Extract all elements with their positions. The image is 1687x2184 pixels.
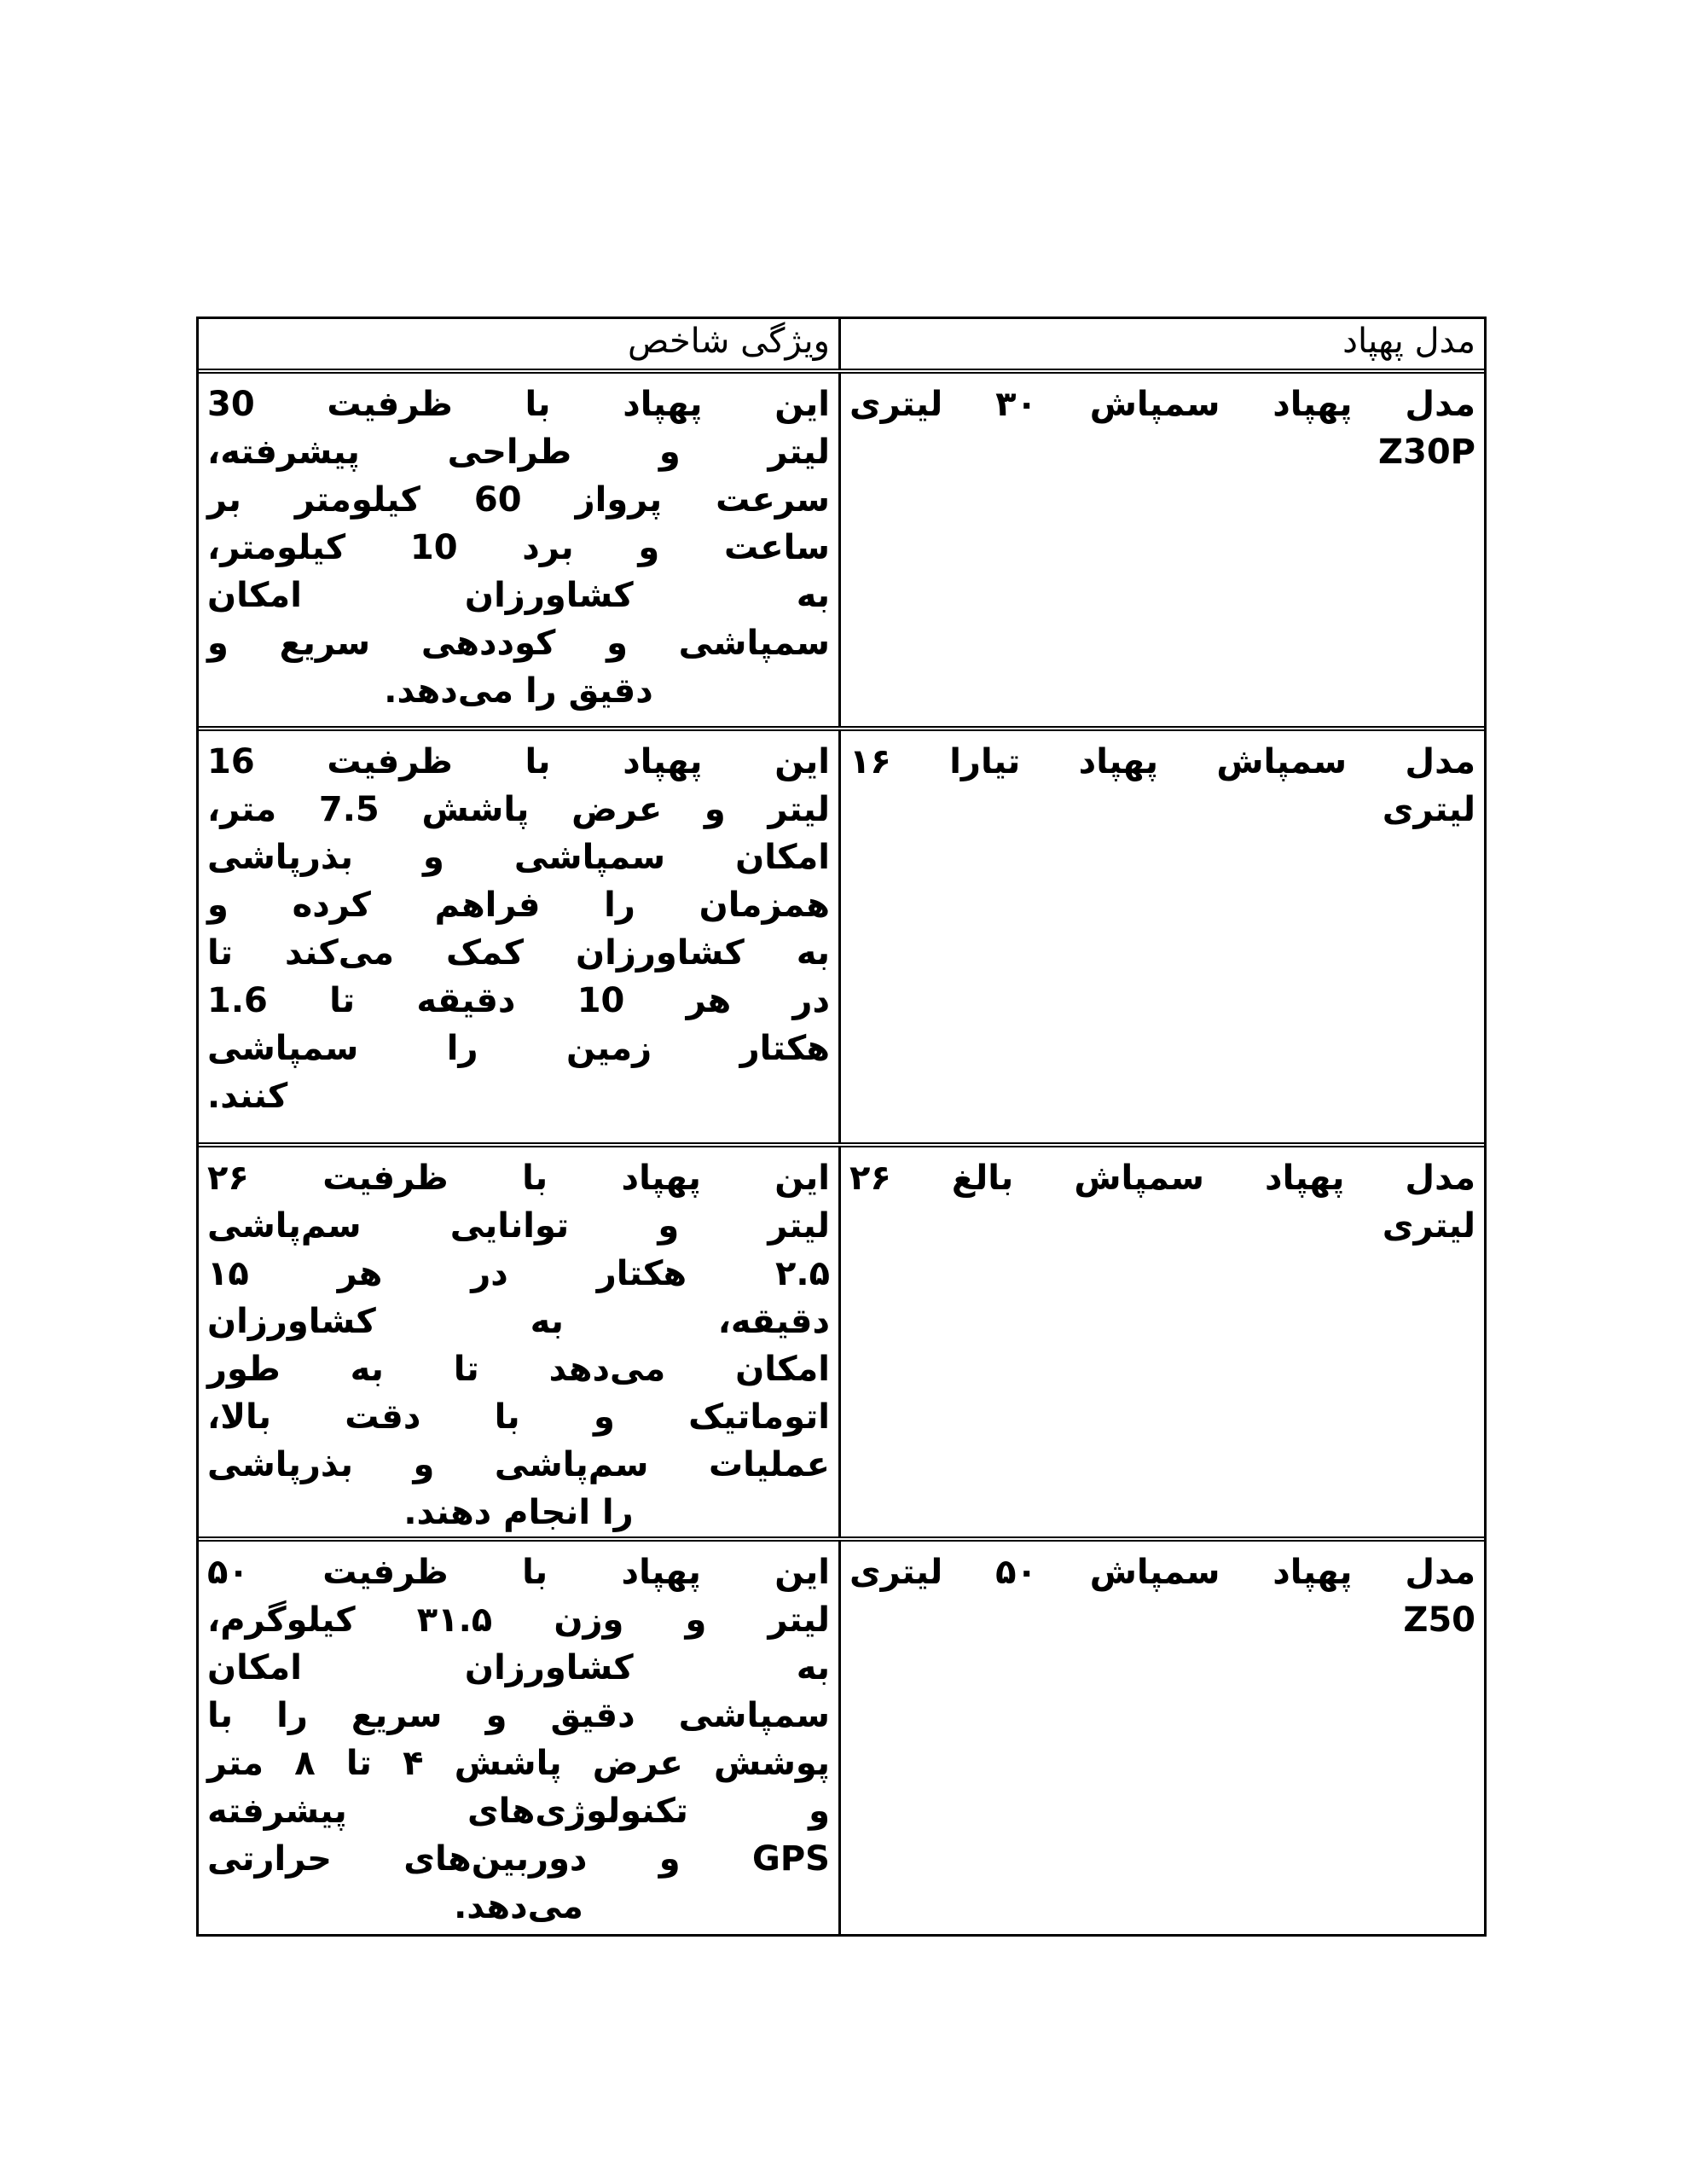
header-cell-model: مدل پهپاد [838, 319, 1484, 369]
feature-cell: این پهپاد با ظرفیت 16 لیتر و عرض پاشش 7.5 متر، امکان سمپاشی و بذرپاشی همزمان را فراهم کرده و به کشاورزان کمک می‌کند تا در هر 10 دقیقه تا 1.6 هکتار زمین را سمپاشی کنند. [207, 742, 830, 1116]
table-header-row [199, 319, 1484, 369]
table-row-z50 [199, 1536, 1484, 1934]
feature-cell: این پهپاد با ظرفیت 30 لیتر و طراحی پیشرفته، سرعت پرواز 60 کیلومتر بر ساعت و برد 10 کیلومتر، به کشاورزان امکان سمپاشی و کوددهی سریع و دقیق را می‌دهد. [207, 385, 831, 711]
header-cell-feature: ویژگی شاخص [627, 322, 830, 361]
feature-cell: این پهپاد با ظرفیت ۲۶ لیتر و توانایی سم‌پاشی ۲.۵ هکتار در هر ۱۵ دقیقه، به کشاورزان امکان می‌دهد تا به طور اتوماتیک و با دقت بالا، عملیات سم‌پاشی و بذرپاشی را انجام دهند. [207, 1159, 830, 1532]
table-row-baligh26 [199, 1142, 1484, 1536]
feature-cell: این پهپاد با ظرفیت ۵۰ لیتر و وزن ۳۱.۵ کیلوگرم، به کشاورزان امکان سمپاشی دقیق و سریع را با پوشش عرض پاشش ۴ تا ۸ متر و تکنولوژی‌های پیشرفته GPS و دوربین‌های حرارتی می‌دهد. [207, 1553, 831, 1926]
model-cell: مدل سمپاش پهپاد تیارا ۱۶ لیتری [838, 731, 1484, 1142]
model-cell: مدل پهپاد سمپاش ۵۰ لیتری Z50 [838, 1542, 1484, 1934]
table-row-z30p [199, 369, 1484, 726]
model-cell: مدل پهپاد سمپاش ۳۰ لیتری Z30P [838, 374, 1484, 726]
table-row-tiara16 [199, 726, 1484, 1142]
drone-comparison-table [196, 317, 1487, 1937]
model-cell: مدل پهپاد سمپاش بالغ ۲۶ لیتری [838, 1147, 1484, 1536]
